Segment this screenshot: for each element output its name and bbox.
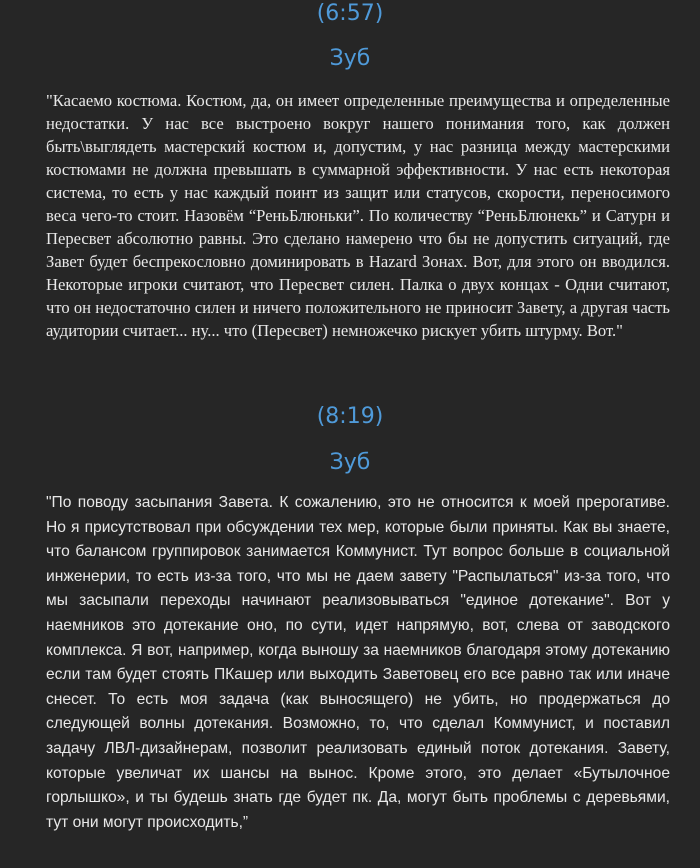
speaker-heading: Зуб bbox=[329, 46, 371, 71]
quote-paragraph: "По поводу засыпания Завета. К сожалению, это не относится к моей прерогативе. Но я присутствовал при обсуждении тех мер, которые были приняты. Как вы знаете, что балансом группировок занимается Коммунист. Тут вопрос больше в социальной инженерии, то есть из-за того, что мы не даем завету "Распылаться" из-за того, что мы засыпали переходы начинают реализовываться "единое дотекание". Вот у наемников это дотекание оно, по сути, идет напрямую, вот, слева от заводского комплекса. Я вот, например, когда выношу за наемников благодаря этому дотеканию если там будет стоять ПКашер или выходить Заветовец его все равно так или иначе снесет. То есть моя задача (как выносящего) не убить, но продержаться до следующей волны дотекания. Возможно, то, что сделал Коммунист, и поставил задачу ЛВЛ-дизайнерам, позволит реализовать единый поток дотекания. Завету, которые увеличат их шансы на вынос. Кроме этого, это делает «Бутылочное горлышко», и ты будешь знать где будет пк. Да, могут быть проблемы с деревьями, тут они могут происходить,” bbox=[46, 494, 670, 831]
timestamp-heading: (6:57) bbox=[316, 1, 384, 26]
speaker-heading: Зуб bbox=[329, 450, 371, 475]
timestamp-heading: (8:19) bbox=[316, 404, 384, 429]
quote-paragraph: "Касаемо костюма. Костюм, да, он имеет определенные преимущества и определенные недостатки. У нас все выстроено вокруг нашего понимания того, как должен быть\выглядеть мастерский костюм и, допустим, у нас разница между мастерскими костюмами не должна превышать в суммарной эффективности. У нас есть некоторая система, то есть у нас каждый поинт из защит или статусов, скорости, переносимого веса чего-то стоит. Назовём “РеньБлюньки”. По количеству “РеньБлюнекь” и Сатурн и Пересвет абсолютно равны. Это сделано намерено что бы не допустить ситуаций, где Завет будет беспрекословно доминировать в Hazard Зонах. Вот, для этого он вводился. Некоторые игроки считают, что Пересвет силен. Палка о двух концах - Одни считают, что он недостаточно силен и ничего положительного не приносит Завету, а другая часть аудитории считает... ну... что (Пересвет) немножечко рискует убить штурму. Вот." bbox=[46, 91, 670, 340]
